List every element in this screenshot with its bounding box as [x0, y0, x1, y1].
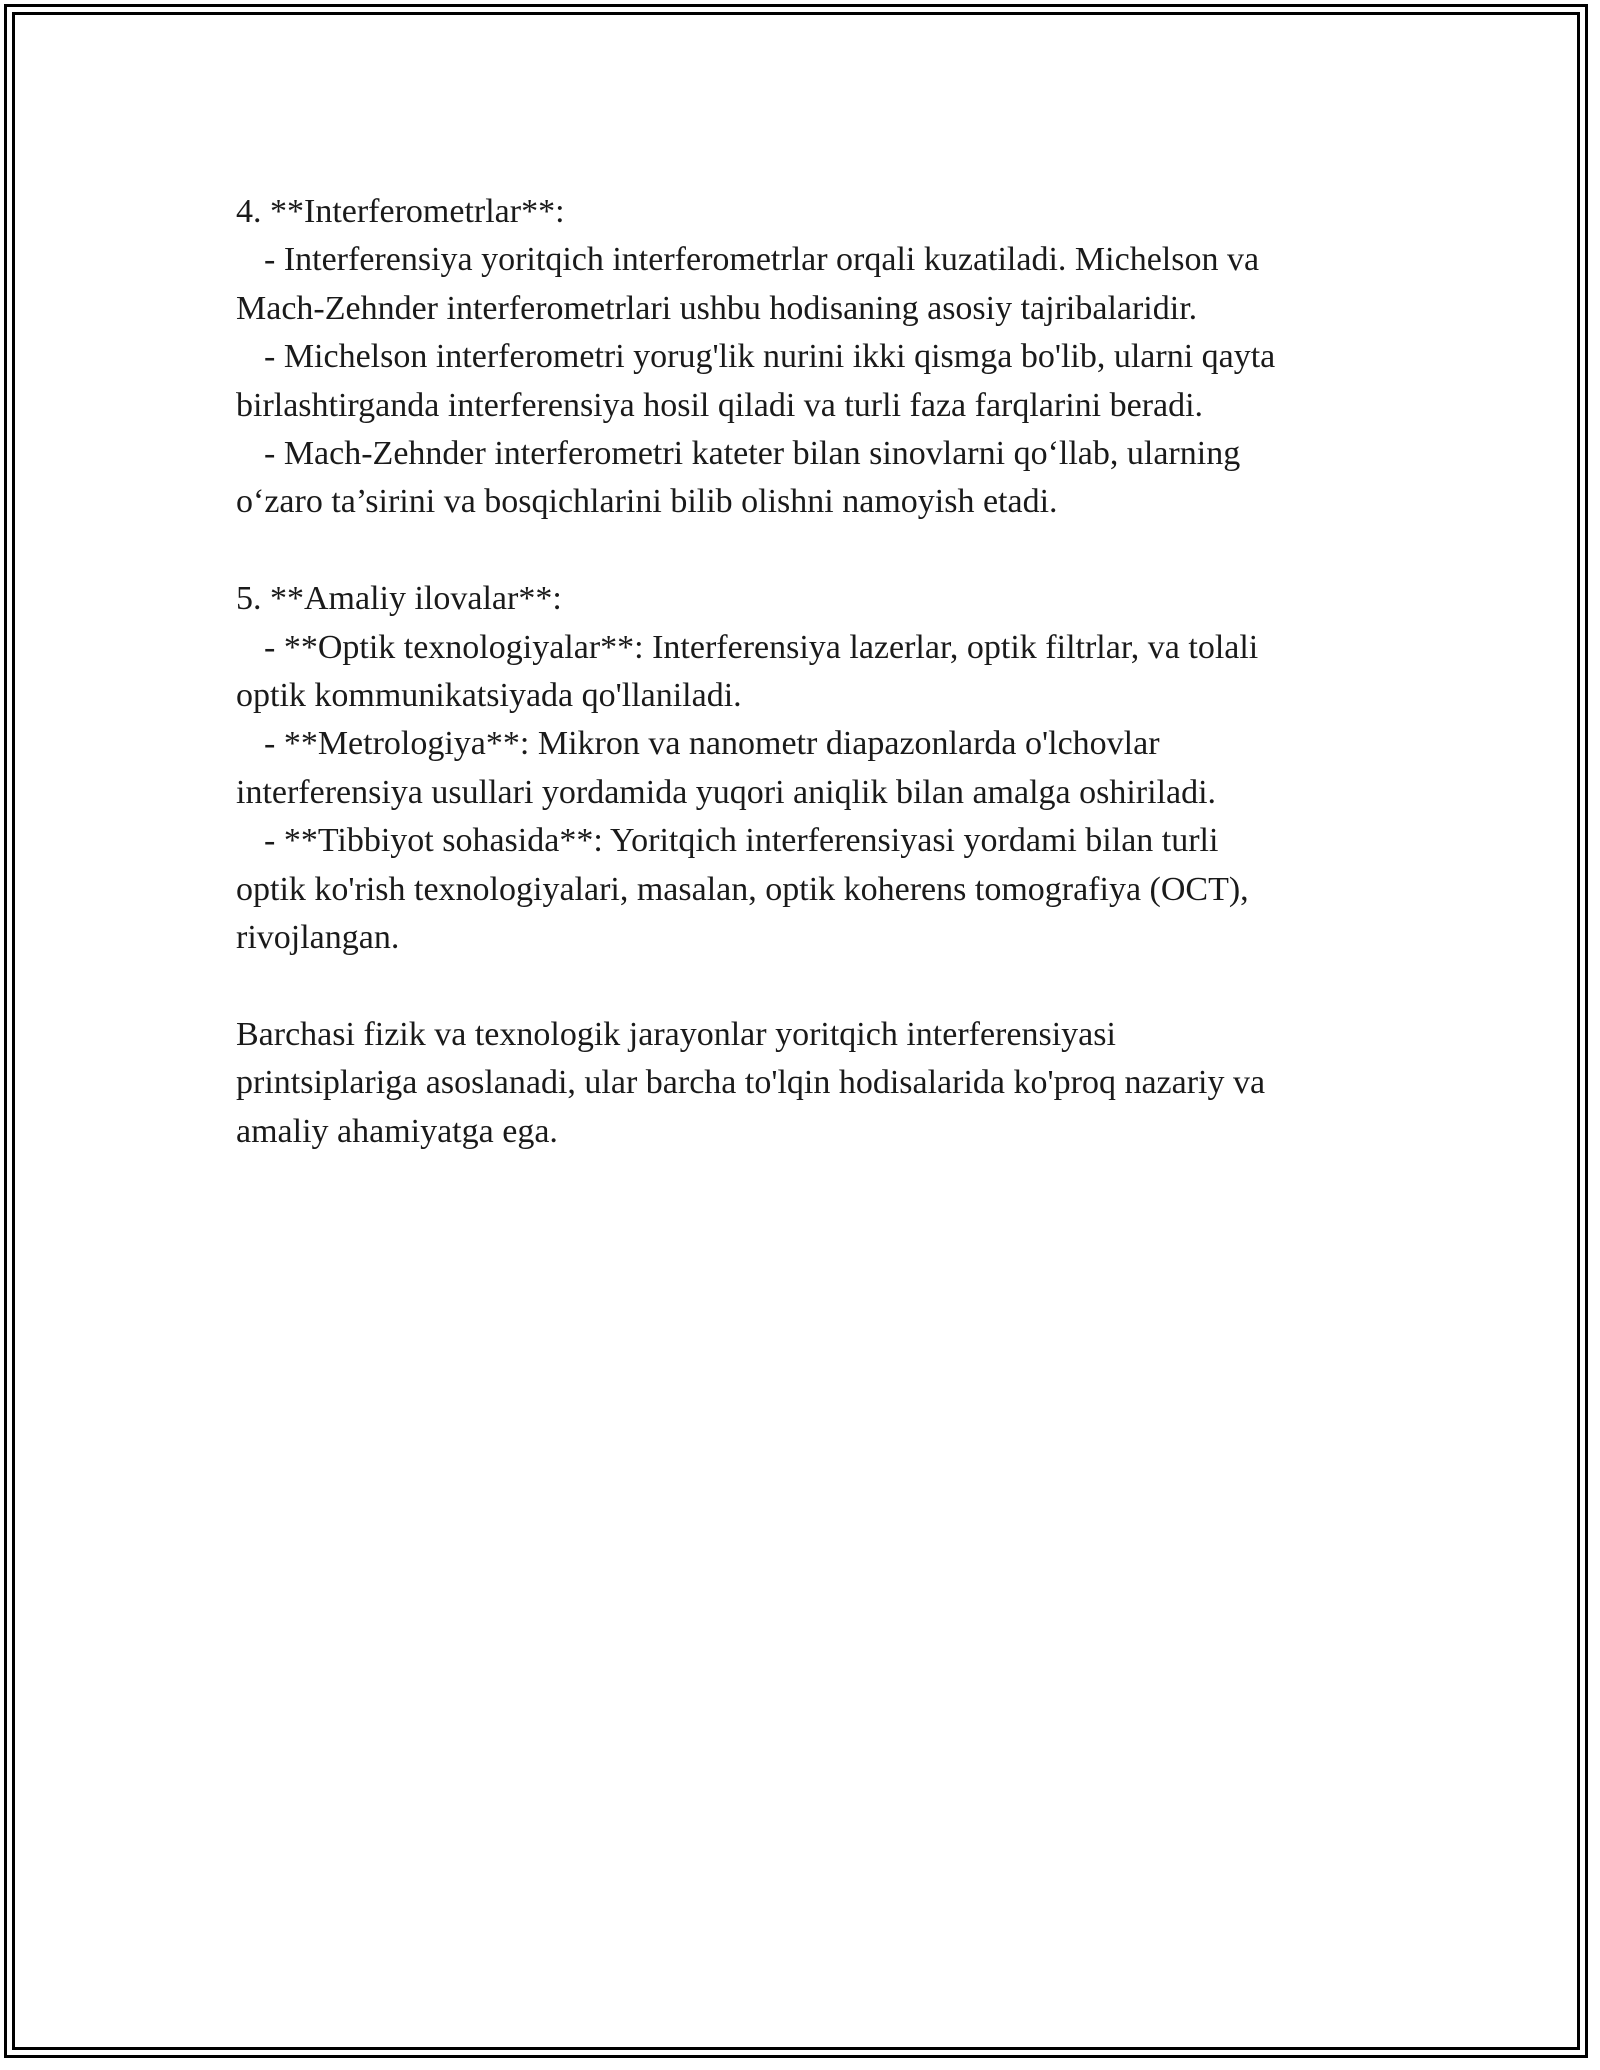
list-item-text: - Mach-Zehnder interferometri kateter bilan sinovlarni qo‘llab, ularning [264, 435, 1241, 473]
list-item [236, 430, 1366, 478]
list-item-continuation: interferensiya usullari yordamida yuqori aniqlik bilan amalga oshiriladi. [236, 773, 1217, 811]
section-heading: 5. **Amaliy ilovalar**: [236, 580, 562, 618]
list-item [236, 333, 1366, 381]
list-item-continuation: Mach-Zehnder interferometrlari ushbu hodisaning asosiy tajribalaridir. [236, 289, 1198, 327]
list-item [236, 236, 1366, 284]
list-item-text: - **Metrologiya**: Mikron va nanometr diapazonlarda o'lchovlar [264, 725, 1160, 763]
list-item-continuation: optik ko'rish texnologiyalari, masalan, optik koherens tomografiya (OCT), [236, 870, 1249, 908]
list-item-text: - Michelson interferometri yorug'lik nurini ikki qismga bo'lib, ularni qayta [264, 338, 1276, 376]
list-item [236, 720, 1366, 768]
document-body [236, 188, 1366, 1156]
list-item-text: - **Tibbiyot sohasida**: Yoritqich interferensiyasi yordami bilan turli [264, 822, 1219, 860]
paragraph-spacer [236, 527, 1366, 575]
list-item-text: - Interferensiya yoritqich interferometrlar orqali kuzatiladi. Michelson va [264, 241, 1260, 279]
list-item-continuation: o‘zaro ta’sirini va bosqichlarini bilib olishni namoyish etadi. [236, 483, 1058, 521]
list-item-continuation: birlashtirganda interferensiya hosil qiladi va turli faza farqlarini beradi. [236, 386, 1204, 424]
paragraph-line: printsiplariga asoslanadi, ular barcha to'lqin hodisalarida ko'proq nazariy va [236, 1064, 1266, 1102]
paragraph-line: Barchasi fizik va texnologik jarayonlar yoritqich interferensiyasi [236, 1015, 1116, 1053]
section-heading: 4. **Interferometrlar**: [236, 193, 565, 230]
section-applications [236, 575, 1366, 962]
list-item-text: - **Optik texnologiyalar**: Interferensiya lazerlar, optik filtrlar, va tolali [264, 628, 1259, 666]
list-item-continuation: optik kommunikatsiyada qo'llaniladi. [236, 677, 742, 715]
list-item-continuation: rivojlangan. [236, 919, 400, 957]
section-interferometers [236, 188, 1366, 527]
list-item [236, 624, 1366, 672]
paragraph-spacer [236, 962, 1366, 1010]
paragraph-line: amaliy ahamiyatga ega. [236, 1112, 558, 1150]
conclusion-paragraph [236, 1011, 1366, 1156]
list-item [236, 817, 1366, 865]
